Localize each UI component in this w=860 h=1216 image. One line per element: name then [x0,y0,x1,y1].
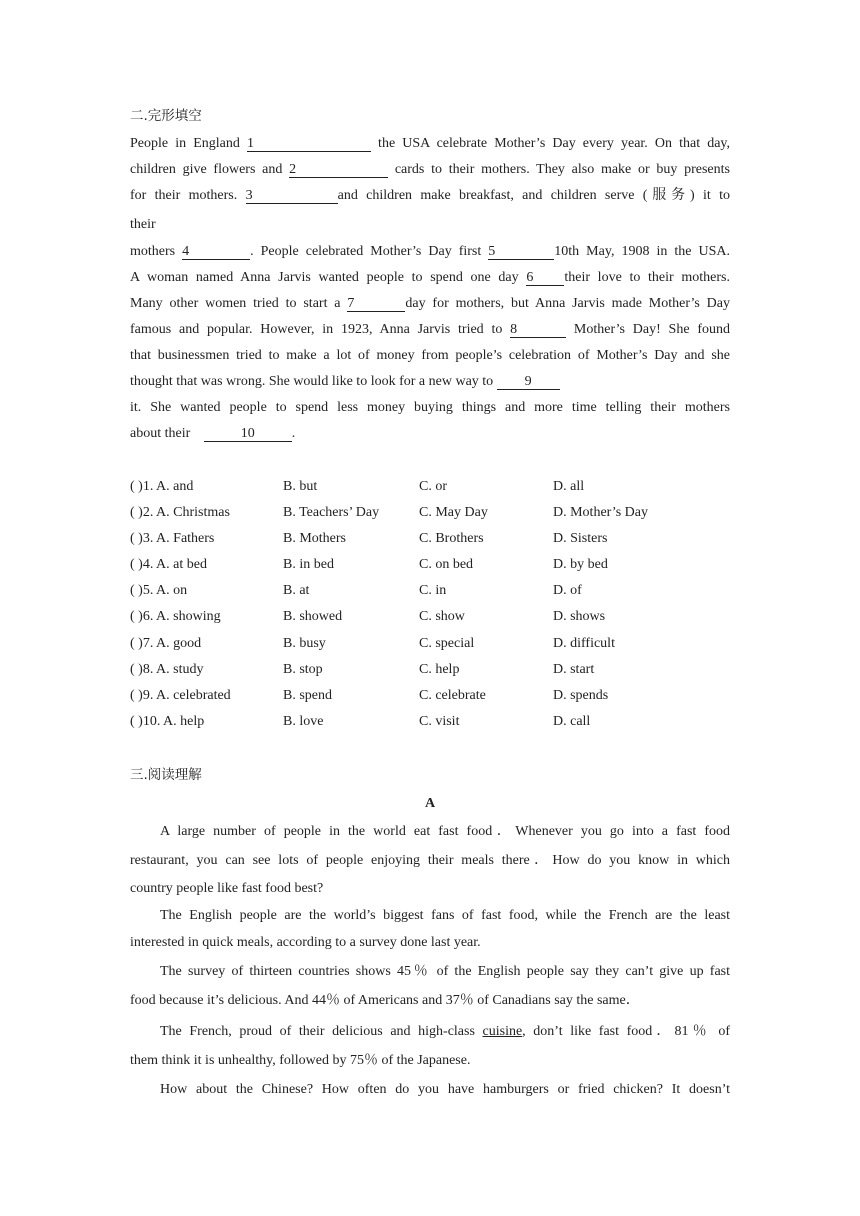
reading-line: restaurant, you can see lots of people enjoying their meals there．How do you know in which [130,853,730,868]
option-c: C. Brothers [419,531,484,546]
option-c: C. help [419,662,460,677]
passage-line: thought that was wrong. She would like to look for a new way to 9 [130,373,730,391]
option-b: B. stop [283,662,323,677]
blank-8: 8 [510,322,566,338]
passage-line: it. She wanted people to spend less money buying things and more time telling their mothers [130,400,730,415]
question-option-a: ( )2. A. Christmas [130,505,230,520]
reading-line: food because it’s delicious. And 44％ of Americans and 37％ of Canadians say the same． [130,993,640,1008]
option-c: C. visit [419,714,460,729]
blank-3: 3 [246,188,338,204]
option-b: B. spend [283,688,332,703]
passage-line: Many other women tried to start a 7 day for mothers, but Anna Jarvis made Mother’s Day [130,296,730,311]
option-b: B. Mothers [283,531,346,546]
option-b: B. but [283,479,318,494]
blank-1: 1 [247,136,371,152]
reading-line: The survey of thirteen countries shows 45％ of the English people say they can’t give up fast [160,964,730,979]
blank-2: 2 [289,162,388,178]
section-title-reading: 三.阅读理解 [130,767,202,783]
option-d: D. shows [553,609,606,624]
option-b: B. showed [283,609,343,624]
question-option-a: ( )6. A. showing [130,609,221,624]
section-title-cloze: 二.完形填空 [130,108,202,124]
reading-line: country people like fast food best? [130,881,324,896]
reading-line: The French, proud of their delicious and high-class cuisine, don’t like fast food．81％ of [160,1024,730,1039]
blank-10: 10 [204,426,292,442]
passage-line: mothers 4 . People celebrated Mother’s Day first 5 10th May, 1908 in the USA. [130,244,730,259]
passage-line: for their mothers. 3 and children make breakfast, and children serve (服务) it to [130,188,730,203]
option-d: D. of [553,583,582,598]
option-c: C. celebrate [419,688,486,703]
reading-line: The English people are the world’s biggest fans of fast food, while the French are the least [160,908,730,923]
option-d: D. spends [553,688,609,703]
passage-line: that businessmen tried to make a lot of money from people’s celebration of Mother’s Day and she [130,348,730,363]
reading-line: interested in quick meals, according to a survey done last year. [130,935,481,950]
option-c: C. special [419,636,475,651]
question-option-a: ( )10. A. help [130,714,205,729]
option-d: D. difficult [553,636,615,651]
option-d: D. all [553,479,585,494]
passage-line: People in England 1 the USA celebrate Mother’s Day every year. On that day, [130,136,730,151]
option-b: B. at [283,583,310,598]
question-option-a: ( )3. A. Fathers [130,531,215,546]
reading-line: How about the Chinese? How often do you have hamburgers or fried chicken? It doesn’t [160,1082,730,1097]
option-d: D. Mother’s Day [553,505,649,520]
option-b: B. love [283,714,324,729]
question-option-a: ( )4. A. at bed [130,557,207,572]
option-d: D. start [553,662,595,677]
option-c: C. May Day [419,505,488,520]
option-c: C. or [419,479,447,494]
passage-line: famous and popular. However, in 1923, Anna Jarvis tried to 8 Mother’s Day! She found [130,322,730,337]
reading-line: A large number of people in the world eat fast food．Whenever you go into a fast food [160,824,730,839]
question-option-a: ( )1. A. and [130,479,194,494]
option-d: D. Sisters [553,531,608,546]
question-option-a: ( )9. A. celebrated [130,688,231,703]
question-option-a: ( )8. A. study [130,662,204,677]
blank-6: 6 [526,270,564,286]
option-b: B. Teachers’ Day [283,505,380,520]
passage-line: children give flowers and 2 cards to their mothers. They also make or buy presents [130,162,730,177]
option-c: C. on bed [419,557,474,572]
passage-line: their [130,217,156,232]
option-c: C. show [419,609,465,624]
option-b: B. in bed [283,557,334,572]
option-d: D. by bed [553,557,608,572]
question-option-a: ( )5. A. on [130,583,188,598]
passage-line: about their 10 . [130,426,296,441]
blank-5: 5 [488,244,554,260]
passage-line: A woman named Anna Jarvis wanted people to spend one day 6 their love to their mothers. [130,270,730,285]
reading-line: them think it is unhealthy, followed by 75％ of the Japanese. [130,1053,471,1068]
blank-7: 7 [347,296,405,312]
underlined-word: cuisine [482,1024,523,1039]
blank-9: 9 [497,374,560,390]
option-b: B. busy [283,636,326,651]
option-c: C. in [419,583,447,598]
option-d: D. call [553,714,591,729]
passage-label: A [424,796,436,811]
question-option-a: ( )7. A. good [130,636,202,651]
blank-4: 4 [182,244,250,260]
